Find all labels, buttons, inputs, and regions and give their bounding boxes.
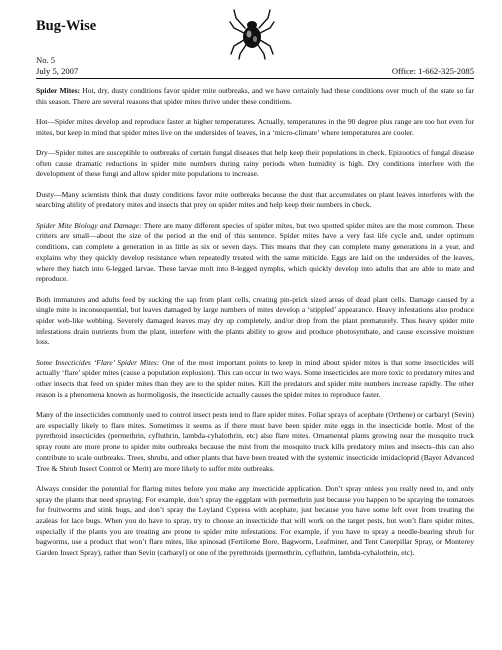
issue-number: No. 5: [36, 55, 56, 65]
office-phone: Office: 1-662-325-2085: [391, 65, 474, 76]
paragraph-text: Both immatures and adults feed by sucking the sap from plant cells, creating pin-prick sized areas of dead plant cells. Damage caused by a single mite is inconsequential, but leaves damaged by large numbers of mites develop a ‘stippled’ appearance. Heavy infestations also produce spider web-like webbing. Severely damaged leaves may dry up completely, and/or drop from the plant prematurely. Thus heavy spider mite infestations drain nutrients from the plant, interfere with the plants ability to grow and produce photosynthate, and cause excessive moisture loss.: [36, 294, 474, 347]
paragraph-text: Always consider the potential for flaring mites before you make any insecticide application. Don’t spray unless you really need to, and only spray the plants that need spraying. For example, don’t spray the eggplant with permethrin just because you happen to be spraying the tomatoes for fruitworms and stink bugs, and don’t spray the Leyland Cypress with acephate, just because you have some left over from treating the azaleas for lace bugs. When you do have to spray, try to choose an insecticide that will work on the target pests, but won’t flare spider mites, especially if the plants you are treating are prone to spider mite infestations. For example, if you have to spray a needle-bearing shrub for bagworms, use a product that won’t flare mites, like spinosad (Fertilome Bore, Bagworm, Leafminer, and Tent Caterpillar Spray, or Monterey Garden Insect Spray), rather than Sevin (carbaryl) or one of the pyrethroids (permethrin, cyfluthrin, lambda-cyhalothrin, etc).: [36, 483, 474, 558]
paragraph-text: Hot—Spider mites develop and reproduce faster at higher temperatures. Actually, temperatures in the 90 degree plus range are too hot even for mites, but keep in mind that spider mites live on the undersides of leaves, in a ‘micro-climate’ where temperatures are cooler.: [36, 117, 474, 137]
paragraph: [36, 117, 474, 138]
section-heading: Spider Mites:: [36, 86, 81, 95]
paragraph: [36, 190, 474, 211]
paragraph-text: There are many different species of spider mites, but two spotted spider mites are the most common. These critters are small—about the size of the period at the end of this sentence. Spider mites have a very fast life cycle and, under optimum conditions, can complete a generation in as little as six or seven days. This means that they can complete many generations in a year, and explains why they quickly develop resistance when repeatedly treated with the same miticide. Eggs are laid on the undersides of the leaves, where they hatch into 6-legged larvae. These larvae molt into 8-legged nymphs, which quickly develop into adults that are able to mate and reproduce.: [36, 220, 474, 284]
paragraph: [36, 221, 474, 285]
paragraph-text: One of the most important points to keep in mind about spider mites is that some insecticides will actually ‘flare’ spider mites (cause a population explosion). This can occur in two ways. Some insecticides are more toxic to predatory mites and other insects that feed on spider mites than they are to the spider mites. Kill the predators and spider mite numbers increase rapidly. The other reason is a phenomena known as hormoligosis, the insecticide actually causes the spider mites to reproduce faster.: [36, 357, 474, 399]
section-heading: Spider Mite Biology and Damage:: [36, 220, 142, 230]
issue-date: July 5, 2007: [36, 65, 79, 76]
paragraph-text: Hot, dry, dusty conditions favor spider mite outbreaks, and we have certainly had these conditions over much of the state so far this season. There are several reasons that spider mites thrive under these conditions.: [36, 86, 475, 106]
paragraph-text: Dusty—Many scientists think that dusty conditions favor mite outbreaks because the dust that accumulates on plant leaves interferes with the searching ability of predatory mites and insects that prey on spider mites and help keep their numbers in check.: [36, 189, 474, 210]
article-body: [36, 86, 474, 568]
newsletter-title: Bug-Wise: [36, 18, 97, 34]
section-heading: Some Insecticides ‘Flare’ Spider Mites:: [36, 357, 160, 367]
paragraph: [36, 484, 474, 559]
paragraph: [36, 86, 474, 107]
paragraph: [36, 358, 474, 401]
header-divider: [36, 78, 474, 79]
paragraph: [36, 295, 474, 349]
issue-info: [36, 55, 78, 76]
paragraph: [36, 148, 474, 180]
paragraph-text: Many of the insecticides commonly used to control insect pests tend to flare spider mites. Foliar sprays of acephate (Orthene) or carbaryl (Sevin) are especially likely to flare mites. Sometimes it seems as if there must have been spider mite eggs in the insecticide bottle. Most of the pyrethroid insecticides (permethrin, cyfluthrin, lambda-cyhalothrin, etc) also flare mites. Ornamental plants growing near the mosquito truck spray route are more prone to spider mite outbreaks because the mist from the mosquito truck kills predatory mites and insects–this can also contribute to scale outbreaks. Trees, shrubs, and other plants that have been treated with the systemic insecticide imidacloprid (Bayer Advanced Tree & Shrub Insect Control or Merit) are more likely to suffer mite outbreaks.: [36, 410, 474, 473]
spider-mite-icon: [228, 6, 276, 60]
paragraph: [36, 410, 474, 474]
paragraph-text: Dry—Spider mites are susceptible to outbreaks of certain fungal diseases that help keep their populations in check. Epizootics of fungal disease often cause dramatic reductions in spider mite numbers during rainy periods when humidity is high. Dry conditions interfere with the development of these fungi and allow spider mite populations to increase.: [36, 148, 474, 179]
